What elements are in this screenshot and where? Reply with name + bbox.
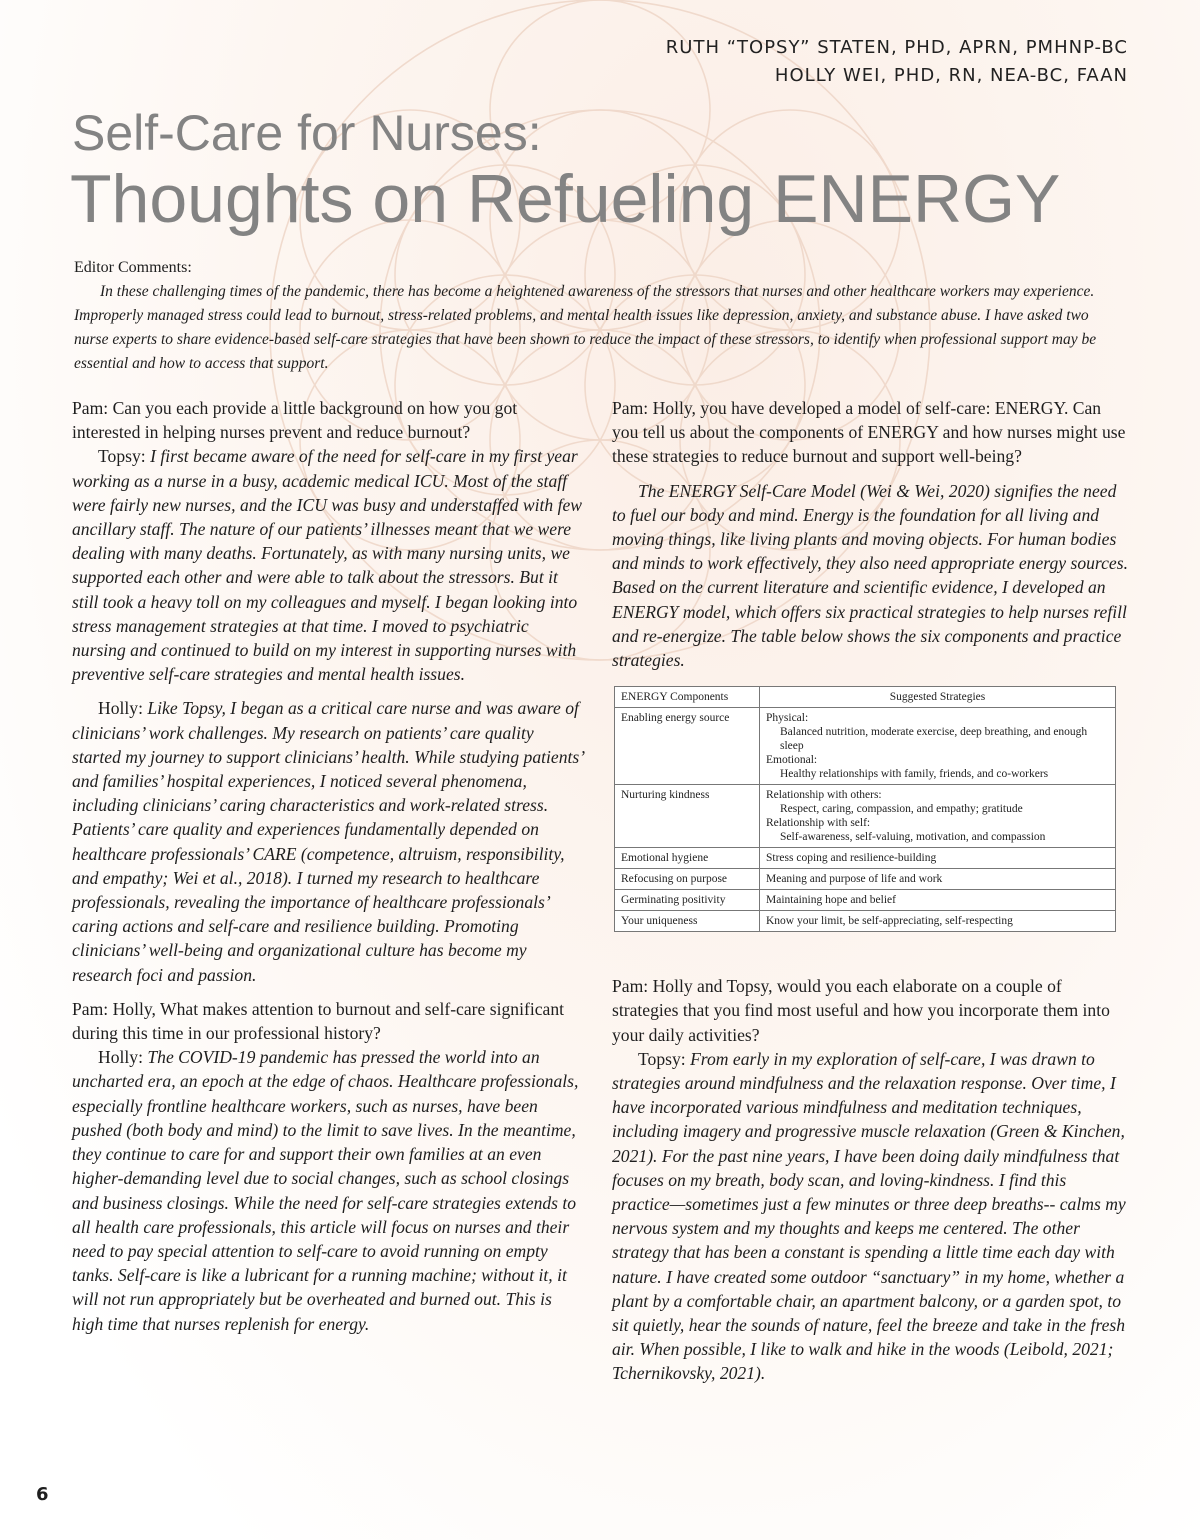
- table-row: [615, 869, 1115, 890]
- energy-table: [614, 686, 1116, 932]
- table-cell-component: Emotional hygiene: [615, 848, 760, 869]
- strategy-line: Balanced nutrition, moderate exercise, deep breathing, and enough sleep: [780, 726, 1088, 753]
- answer-topsy-strategies: [612, 1047, 1128, 1386]
- answer-energy-model: [612, 479, 1128, 673]
- strategy-line: Self-awareness, self-valuing, motivation, and compassion: [780, 831, 1046, 844]
- speaker-label: Holly:: [98, 1047, 143, 1068]
- answer-text: From early in my exploration of self-care, I was drawn to strategies around mindfulness and the relaxation response. Over time, I have incorporated various mindfulness and meditation techniques, including imagery and progressive muscle relaxation (Green & Kinchen, 2021). For the past nine years, I have been doing daily mindfulness that focuses on my breath, body scan, and loving-kindness. I find this practice—sometimes just a few minutes or three deep breaths-- calms my nervous system and my thoughts and keeps me centered. The other strategy that has been a constant is spending a little time each day with nature. I have created some outdoor “sanctuary” in my home, whether a plant by a comfortable chair, an apartment balcony, or a garden spot, to sit quietly, hear the sounds of nature, feel the breeze and take in the fresh air. When possible, I like to walk and hike in the woods (Leibold, 2021; Tchernikovsky, 2021).: [612, 1048, 1126, 1384]
- answer-text: Like Topsy, I began as a critical care nurse and was aware of clinicians’ work challenges. My research on patients’ care quality started my journey to support clinicians’ health. While studying patients’ and families’ hospital experiences, I noticed several phenomena, including clinicians’ caring characteristics and work-related stress. Patients’ care quality and experiences fundamentally depended on healthcare professionals’ CARE (competence, altruism, responsibility, and empathy; Wei et al., 2018). I turned my research to healthcare professionals, revealing the importance of healthcare professionals’ caring actions and self-care and resilience building. Promoting clinicians’ well-being and organizational culture has become my research foci and passion.: [72, 698, 584, 985]
- title-line-2: Thoughts on Refueling ENERGY: [70, 161, 1061, 237]
- answer-holly-background: [72, 696, 584, 986]
- table-cell-strategies: [760, 708, 1116, 785]
- editor-text: In these challenging times of the pandemic, there has become a heightened awareness of the stressors that nurses and other healthcare workers may experience. Improperly managed stress could lead to burnout, stress-related problems, and mental health issues like depression, anxiety, and substance abuse. I have asked two nurse experts to share evidence-based self-care strategies that have been shown to reduce the impact of these stressors, to identify when professional support may be essential and how to access that support.: [74, 283, 1097, 372]
- speaker-label: Holly:: [98, 698, 143, 719]
- speaker-label: Topsy:: [638, 1048, 686, 1069]
- editor-label: Editor Comments:: [74, 259, 192, 276]
- question-energy-model: Pam: Holly, you have developed a model of self-care: ENERGY. Can you tell us about the components of ENERGY and how nurses might use these strategies to reduce burnout and support well-being?: [612, 398, 1126, 467]
- table-cell-strategies: Stress coping and resilience-building: [760, 848, 1116, 869]
- author-block: [666, 34, 1128, 90]
- table-cell-component: Enabling energy source: [615, 708, 760, 785]
- strategy-line: Healthy relationships with family, friends, and co-workers: [780, 768, 1049, 781]
- table-cell-strategies: Meaning and purpose of life and work: [760, 869, 1116, 890]
- table-cell-strategies: [760, 785, 1116, 848]
- answer-text: I first became aware of the need for self-care in my first year working as a nurse in a busy, academic medical ICU. Most of the staff were fairly new nurses, and the ICU was busy and understaffed with few ancillary staff. The nature of our patients’ illnesses meant that we were dealing with many deaths. Fortunately, as with many nursing units, we supported each other and were able to talk about the stressors. But it still took a heavy toll on my colleagues and myself. I began looking into stress management strategies at that time. I moved to psychiatric nursing and continued to build on my interest in supporting nurses with preventive self-care strategies and mental health issues.: [72, 446, 583, 685]
- table-cell-strategies: Know your limit, be self-appreciating, self-respecting: [766, 915, 1013, 928]
- editor-comments: [74, 256, 1124, 376]
- author-2: HOLLY WEI, PHD, RN, NEA-BC, FAAN: [774, 65, 1128, 86]
- strategy-line: Relationship with self:: [766, 817, 871, 830]
- table-cell-strategies: Maintaining hope and belief: [760, 890, 1116, 911]
- strategy-line: Respect, caring, compassion, and empathy; gratitude: [780, 803, 1023, 816]
- strategy-line: Relationship with others:: [766, 789, 882, 802]
- table-row: [615, 708, 1115, 785]
- strategy-line: Emotional:: [766, 754, 818, 767]
- author-1: RUTH “TOPSY” STATEN, PHD, APRN, PMHNP-BC: [665, 37, 1128, 58]
- table-cell-component: Refocusing on purpose: [615, 869, 760, 890]
- table-row: [615, 890, 1115, 911]
- answer-text: The ENERGY Self-Care Model (Wei & Wei, 2020) signifies the need to fuel our body and mind. Energy is the foundation for all living and moving things, like living plants and moving objects. For human bodies and minds to work effectively, they also need appropriate energy sources. Based on the current literature and scientific evidence, I developed an ENERGY model, which offers six practical strategies to help nurses refill and re-energize. The table below shows the six components and practice strategies.: [612, 480, 1128, 671]
- table-row: [615, 848, 1115, 869]
- speaker-label: Topsy:: [98, 446, 146, 467]
- table-header-strategies: Suggested Strategies: [760, 687, 1116, 708]
- table-header-row: [615, 687, 1115, 708]
- question-background: Pam: Can you each provide a little background on how you got interested in helping nurses prevent and reduce burnout?: [72, 398, 518, 443]
- title-line-1: Self-Care for Nurses:: [72, 105, 542, 161]
- table-cell-component: Nurturing kindness: [615, 785, 760, 848]
- page-number: 6: [36, 1484, 49, 1505]
- table-row: [615, 911, 1115, 932]
- answer-text: The COVID-19 pandemic has pressed the world into an uncharted era, an epoch at the edge of chaos. Healthcare professionals, especially frontline healthcare workers, such as nurses, have been pushed (both body and mind) to the limit to save lives. In the meantime, they continue to care for and support their own families at an even higher-demanding level due to social changes, such as school closings and business closings. While the need for self-care strategies extends to all health care professionals, this article will focus on nurses and their need to pay special attention to self-care to avoid running on empty tanks. Self-care is like a lubricant for a running machine; without it, it will not run appropriately but be overheated and burned out. This is high time that nurses replenish for energy.: [72, 1047, 579, 1334]
- strategy-line: Physical:: [766, 712, 809, 725]
- right-column: [612, 396, 1128, 1386]
- table-cell-component: Your uniqueness: [615, 911, 760, 932]
- left-column: [72, 396, 584, 1336]
- answer-holly-significance: [72, 1045, 584, 1335]
- question-significance: Pam: Holly, What makes attention to burnout and self-care significant during this time in our professional history?: [72, 998, 565, 1044]
- table-cell-component: Germinating positivity: [615, 890, 760, 911]
- table-row: [615, 785, 1115, 848]
- answer-topsy-background: [72, 444, 584, 686]
- question-strategies: Pam: Holly and Topsy, would you each elaborate on a couple of strategies that you find most useful and how you incorporate them into your daily activities?: [612, 976, 1110, 1045]
- table-header-components: ENERGY Components: [615, 687, 760, 708]
